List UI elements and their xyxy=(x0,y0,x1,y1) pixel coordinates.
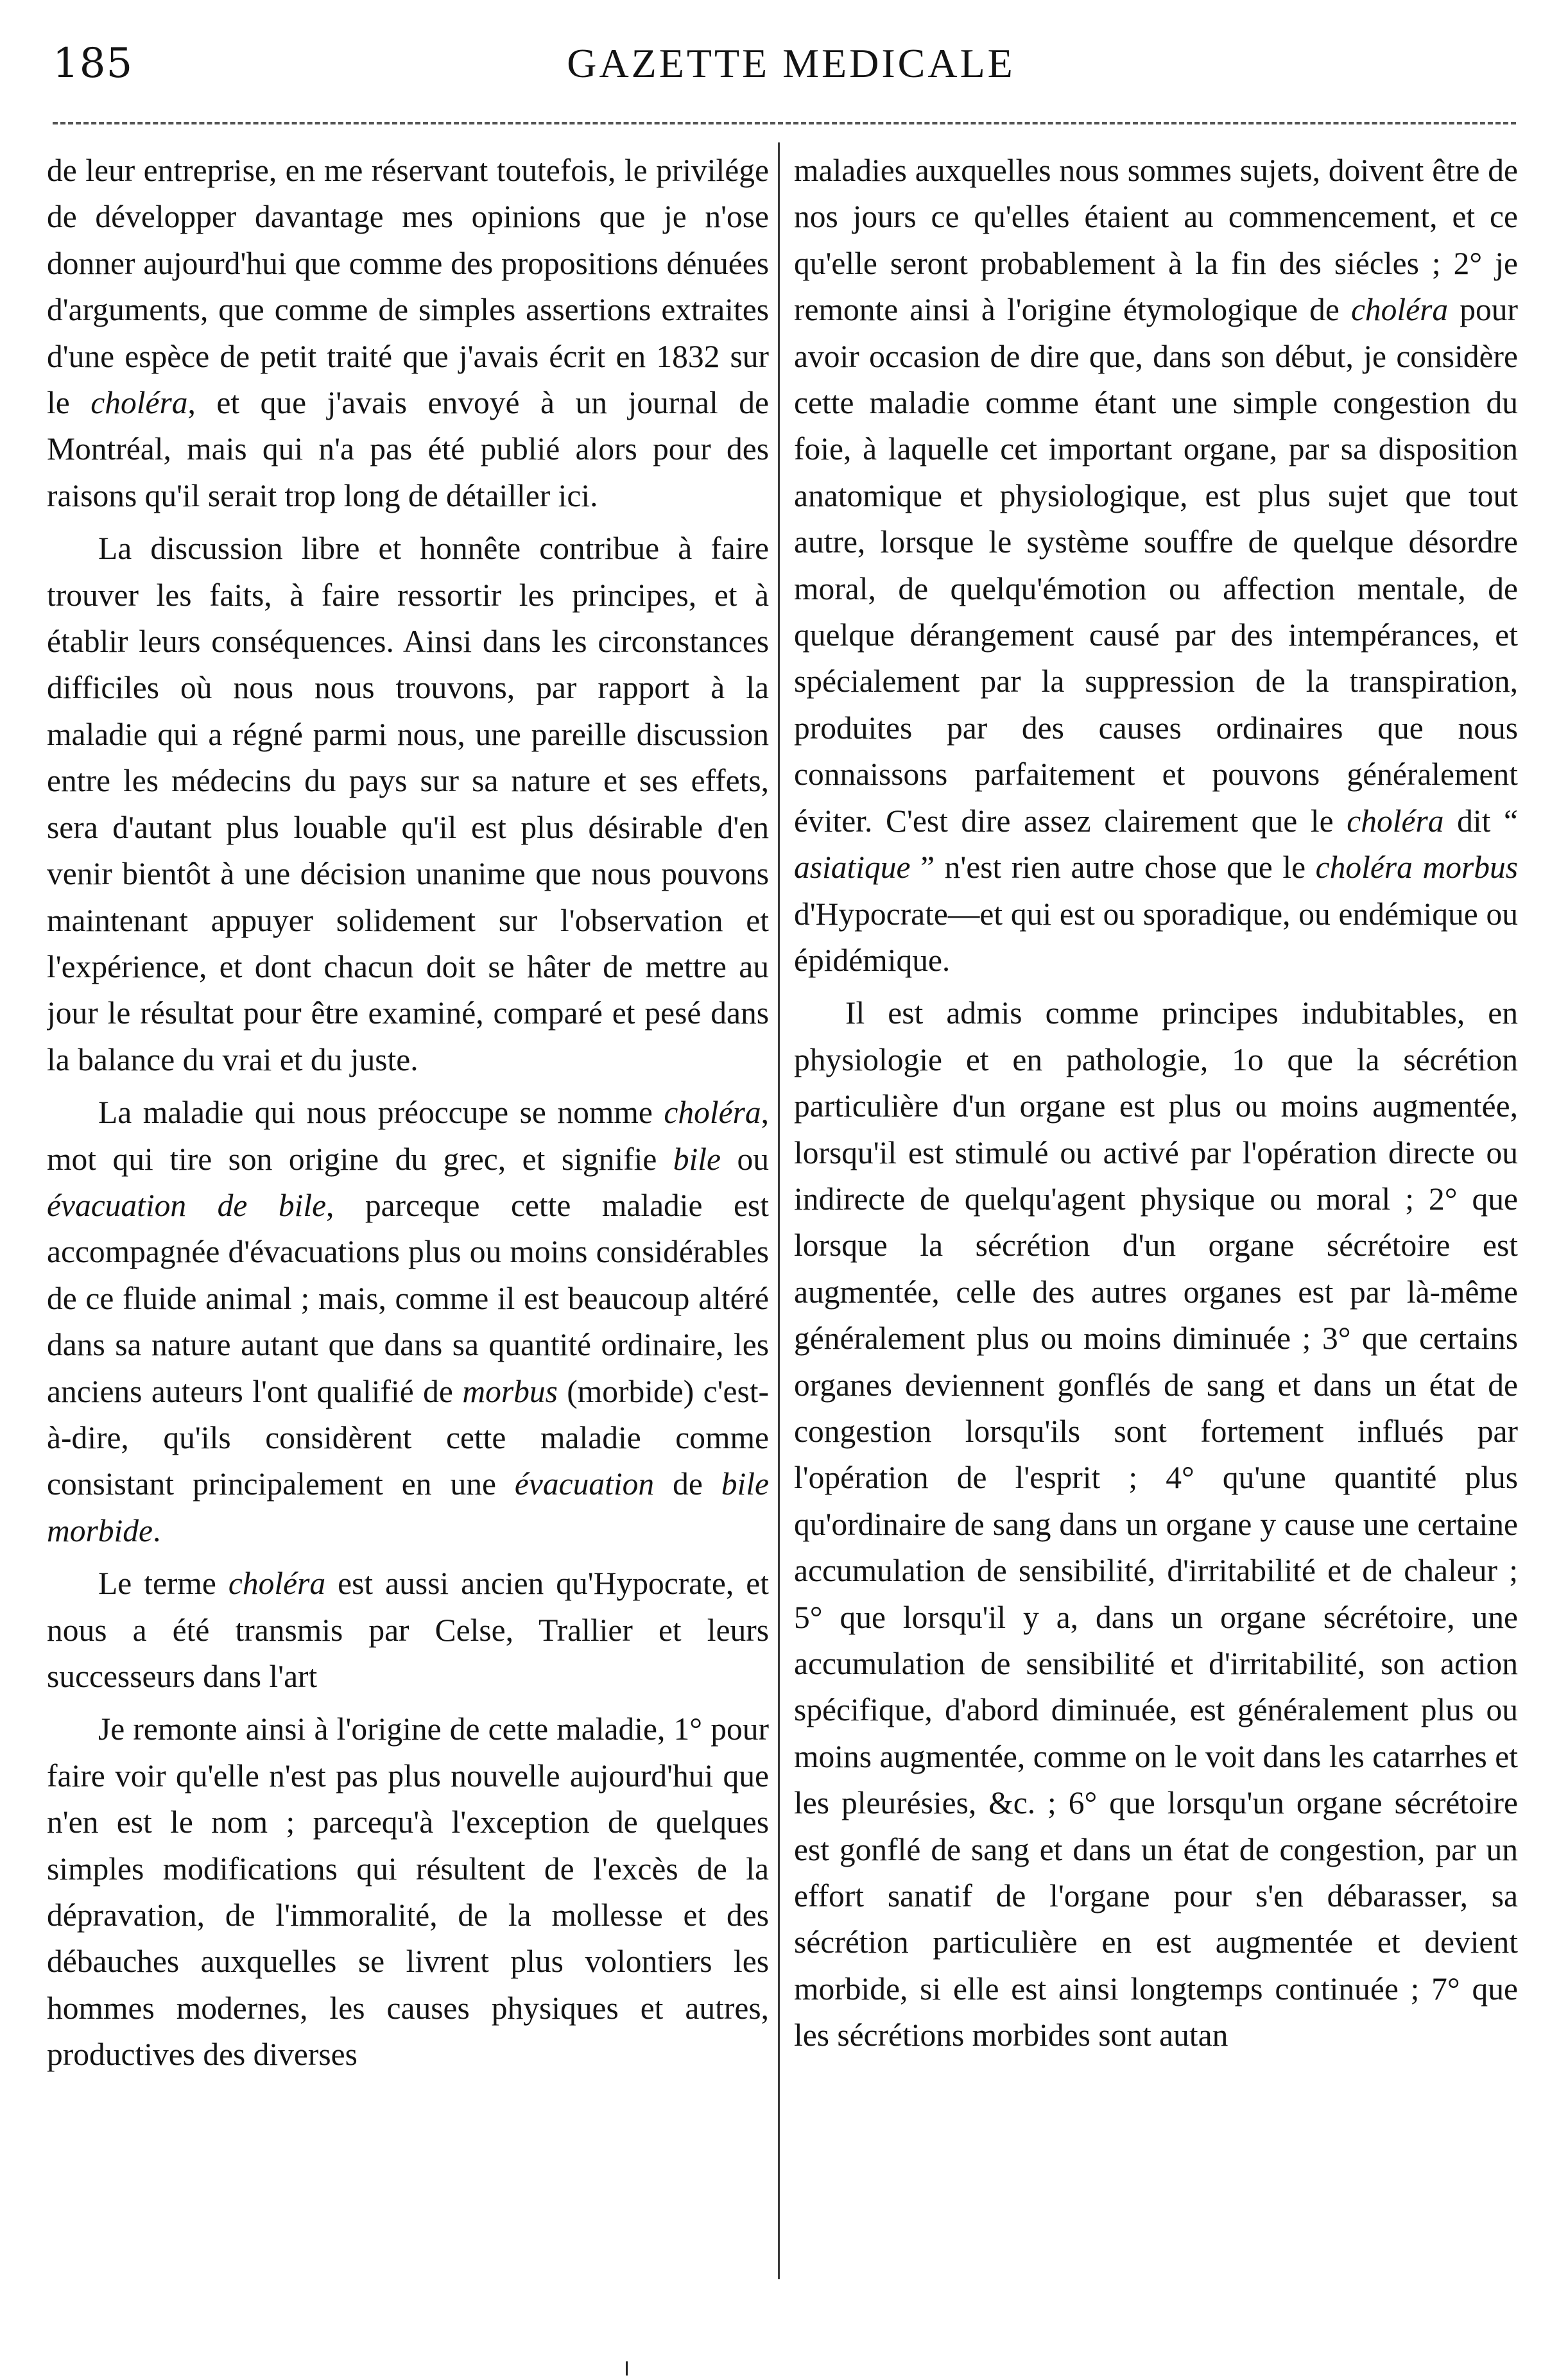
italic-text: évacuation de bile xyxy=(47,1187,327,1223)
paragraph xyxy=(47,1090,769,1554)
italic-text: choléra xyxy=(90,385,188,421)
running-title: GAZETTE MEDICALE xyxy=(567,40,1015,86)
text-run: La discussion libre et honnête contribue à faire trouver les faits, à faire ressortir les principes, et à établir leurs conséquences. Ainsi dans les circonstances difficiles où nous nous trouvons, par rapport à la maladie qui a régné parmi nous, une pareille discussion entre les médecins du pays sur sa nature et ses effets, sera d'autant plus louable qu'il est plus désirable d'en venir bientôt à une décision unanime que nous pouvons maintenant appuyer solidement sur l'observation et l'expérience, et dont chacun doit se hâter de mettre au jour le résultat pour être examiné, comparé et pesé dans la balance du vrai et du juste. xyxy=(47,531,769,1077)
text-run: ” n'est rien autre chose que le xyxy=(910,850,1316,886)
italic-text: bile xyxy=(673,1141,721,1177)
text-run: , et que j'avais envoyé à un journal de Montréal, mais qui n'a pas été publié alors pour des raisons qu'il serait trop long de détailler ici. xyxy=(47,385,769,513)
text-run: , parceque cette maladie est accompagnée d'évacuations plus ou moins considérables de ce fluide animal ; mais, comme il est beaucoup altéré dans sa nature autant que dans sa quantité ordinaire, les anciens auteurs l'ont qualifié de xyxy=(47,1187,769,1409)
text-run: de leur entreprise, en me réservant toutefois, le privilége de développer davantage mes opinions que je n'ose donner aujourd'hui que comme des propositions dénuées d'arguments, que comme de simples assertions extraites d'une espèce de petit traité que j'avais écrit en 1832 sur le xyxy=(47,153,769,421)
footer-mark xyxy=(626,2361,628,2376)
text-run: Il est admis comme principes indubitables, en physiologie et en pathologie, 1o que la sécrétion particulière d'un organe est plus ou moins augmentée, lorsqu'il est stimulé ou activé par l'opération directe ou indirecte de quelqu'agent physique ou moral ; 2° que lorsque la sécrétion d'un organe sécrétoire est augmentée, celle des autres organes est par là-même généralement plus ou moins diminuée ; 3° que certains organes deviennent gonflés de sang et dans un état de congestion lorsqu'ils sont fortement influés par l'opération de l'esprit ; 4° qu'une quantité plus qu'ordinaire de sang dans un organe y cause une certaine accumulation de sensibilité, d'irritabilité et de chaleur ; 5° que lorsqu'il y a, dans un organe sécrétoire, une accumulation de sensibilité et d'irritabilité, son action spécifique, d'abord diminuée, est généralement plus ou moins augmentée, comme on le voit dans les catarrhes et les pleurésies, &c. ; 6° que lorsqu'un organe sécrétoire est gonflé de sang et dans un état de congestion, par un effort sanatif de l'organe pour s'en débarasser, sa sécrétion particulière en est augmentée et devient morbide, si elle est ainsi longtemps continuée ; 7° que les sécrétions morbides sont autan xyxy=(794,995,1518,2053)
column-divider xyxy=(778,142,780,2279)
paragraph xyxy=(47,1706,769,2078)
italic-text: asiatique xyxy=(794,850,911,886)
italic-text: choléra xyxy=(1350,292,1449,328)
page-header xyxy=(39,40,1518,104)
text-run: La maladie qui nous préoccupe se nomme xyxy=(98,1095,664,1131)
text-run: dit “ xyxy=(1443,803,1518,839)
text-run: Je remonte ainsi à l'origine de cette maladie, 1° pour faire voir qu'elle n'est pas plus nouvelle aujourd'hui que n'en est le nom ; parcequ'à l'exception de quelques simples modifications qui résultent de l'excès de la dépravation, de l'immoralité, de la mollesse et des débauches auxquelles se livrent plus volontiers les hommes modernes, les causes physiques et autres, productives des diverses xyxy=(47,1711,769,2073)
text-run: (morbide) c'est-à-dire, qu'ils considèrent cette maladie comme consistant principalement en une xyxy=(47,1373,769,1502)
text-run: de xyxy=(654,1466,721,1502)
paragraph xyxy=(47,526,769,1083)
text-run: maladies auxquelles nous sommes sujets, doivent être de nos jours ce qu'elles étaient au commencement, et ce qu'elle seront probablement à la fin des siécles ; 2° je remonte ainsi à l'origine étymologique de xyxy=(794,153,1518,328)
italic-text: choléra xyxy=(664,1095,761,1131)
page-number: 185 xyxy=(53,40,134,87)
text-run: Le terme xyxy=(98,1566,228,1602)
text-run: est aussi ancien qu'Hypocrate, et nous a été transmis par Celse, Trallier et leurs successeurs dans l'art xyxy=(47,1566,769,1694)
italic-text: choléra morbus xyxy=(1315,850,1518,886)
text-run: d'Hypocrate—et qui est ou sporadique, ou endémique ou épidémique. xyxy=(794,896,1518,978)
italic-text: évacuation xyxy=(514,1466,655,1502)
paragraph xyxy=(47,148,769,519)
paragraph xyxy=(794,148,1518,984)
text-run: , mot qui tire son origine du grec, et signifie xyxy=(47,1095,769,1177)
paragraph xyxy=(794,990,1518,2059)
italic-text: choléra xyxy=(1347,803,1444,839)
text-run: ou xyxy=(721,1141,769,1177)
italic-text: morbus xyxy=(462,1373,558,1409)
right-column xyxy=(794,148,1518,2284)
left-column xyxy=(47,148,769,2284)
text-run: . xyxy=(152,1512,161,1548)
header-rule xyxy=(53,122,1516,124)
italic-text: choléra xyxy=(228,1566,326,1602)
text-run: pour avoir occasion de dire que, dans son début, je considère cette maladie comme étant une simple congestion du foie, à laquelle cet important organe, par sa disposition anatomique et physiologique, est plus sujet que tout autre, lorsque le système souffre de quelque désordre moral, de quelqu'émotion ou affection mentale, de quelque dérangement causé par des intempérances, et spécialement par la suppression de la transpiration, produites par des causes ordinaires que nous connaissons parfaitement et pouvons généralement éviter. C'est dire assez clairement que le xyxy=(794,292,1518,839)
paragraph xyxy=(47,1561,769,1700)
italic-text: bile morbide xyxy=(47,1466,769,1548)
